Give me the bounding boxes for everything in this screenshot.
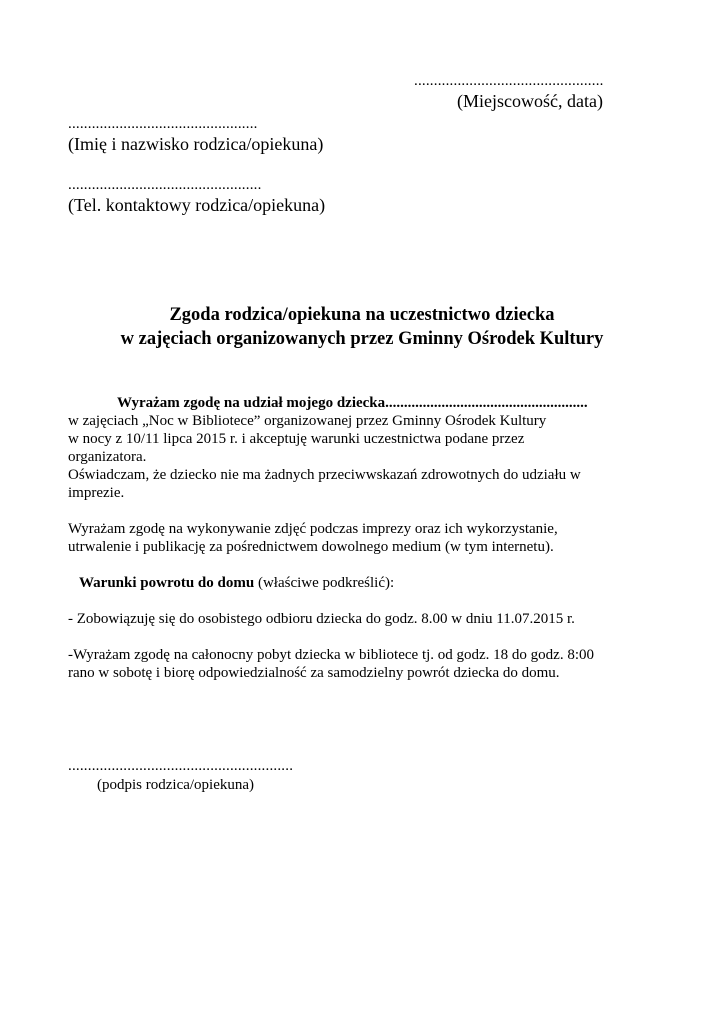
signature-dots: .........................................................	[68, 758, 294, 774]
parent-phone-label: (Tel. kontaktowy rodzica/opiekuna)	[68, 195, 326, 215]
return-option-overnight-line-2: rano w sobotę i biorę odpowiedzialność za samodzielny powrót dziecka do domu.	[68, 665, 560, 681]
consent-lead	[117, 394, 588, 412]
return-heading	[79, 574, 394, 592]
photo-consent-line-2: utrwalenie i publikację za pośrednictwem dowolnego medium (w tym internetu).	[68, 539, 554, 555]
parent-name-dots: ................................................	[68, 116, 258, 132]
document-title-line2: w zajęciach organizowanych przez Gminny Ośrodek Kultury	[120, 329, 604, 349]
place-date-label: (Miejscowość, data)	[457, 91, 603, 111]
parent-phone-dots: .................................................	[68, 177, 262, 193]
return-option-pickup: - Zobowiązuję się do osobistego odbioru dziecka do godz. 8.00 w dniu 11.07.2015 r.	[68, 611, 575, 627]
consent-line-4: Oświadczam, że dziecko nie ma żadnych przeciwwskazań zdrowotnych do udziału w	[68, 467, 581, 483]
place-date-dots: ................................................	[414, 73, 604, 89]
consent-lead-bold: Wyrażam zgodę na udział mojego dziecka	[117, 395, 386, 411]
document-title-line1: Zgoda rodzica/opiekuna na uczestnictwo dziecka	[169, 305, 555, 325]
consent-line-2: w nocy z 10/11 lipca 2015 r. i akceptuję warunki uczestnictwa podane przez	[68, 431, 525, 447]
photo-consent-line-1: Wyrażam zgodę na wykonywanie zdjęć podczas imprezy oraz ich wykorzystanie,	[68, 521, 558, 537]
child-name-dots: ......................................................	[385, 395, 588, 411]
signature-label: (podpis rodzica/opiekuna)	[97, 777, 255, 793]
return-option-overnight-line-1: -Wyrażam zgodę na całonocny pobyt dziecka w bibliotece tj. od godz. 18 do godz. 8:00	[68, 647, 595, 663]
consent-line-5: imprezie.	[68, 485, 125, 501]
parent-name-label: (Imię i nazwisko rodzica/opiekuna)	[68, 134, 324, 154]
return-heading-note: (właściwe podkreślić):	[254, 575, 395, 591]
consent-line-1: w zajęciach „Noc w Bibliotece” organizowanej przez Gminny Ośrodek Kultury	[68, 413, 547, 429]
consent-line-3: organizatora.	[68, 449, 147, 465]
return-heading-bold: Warunki powrotu do domu	[79, 575, 255, 591]
